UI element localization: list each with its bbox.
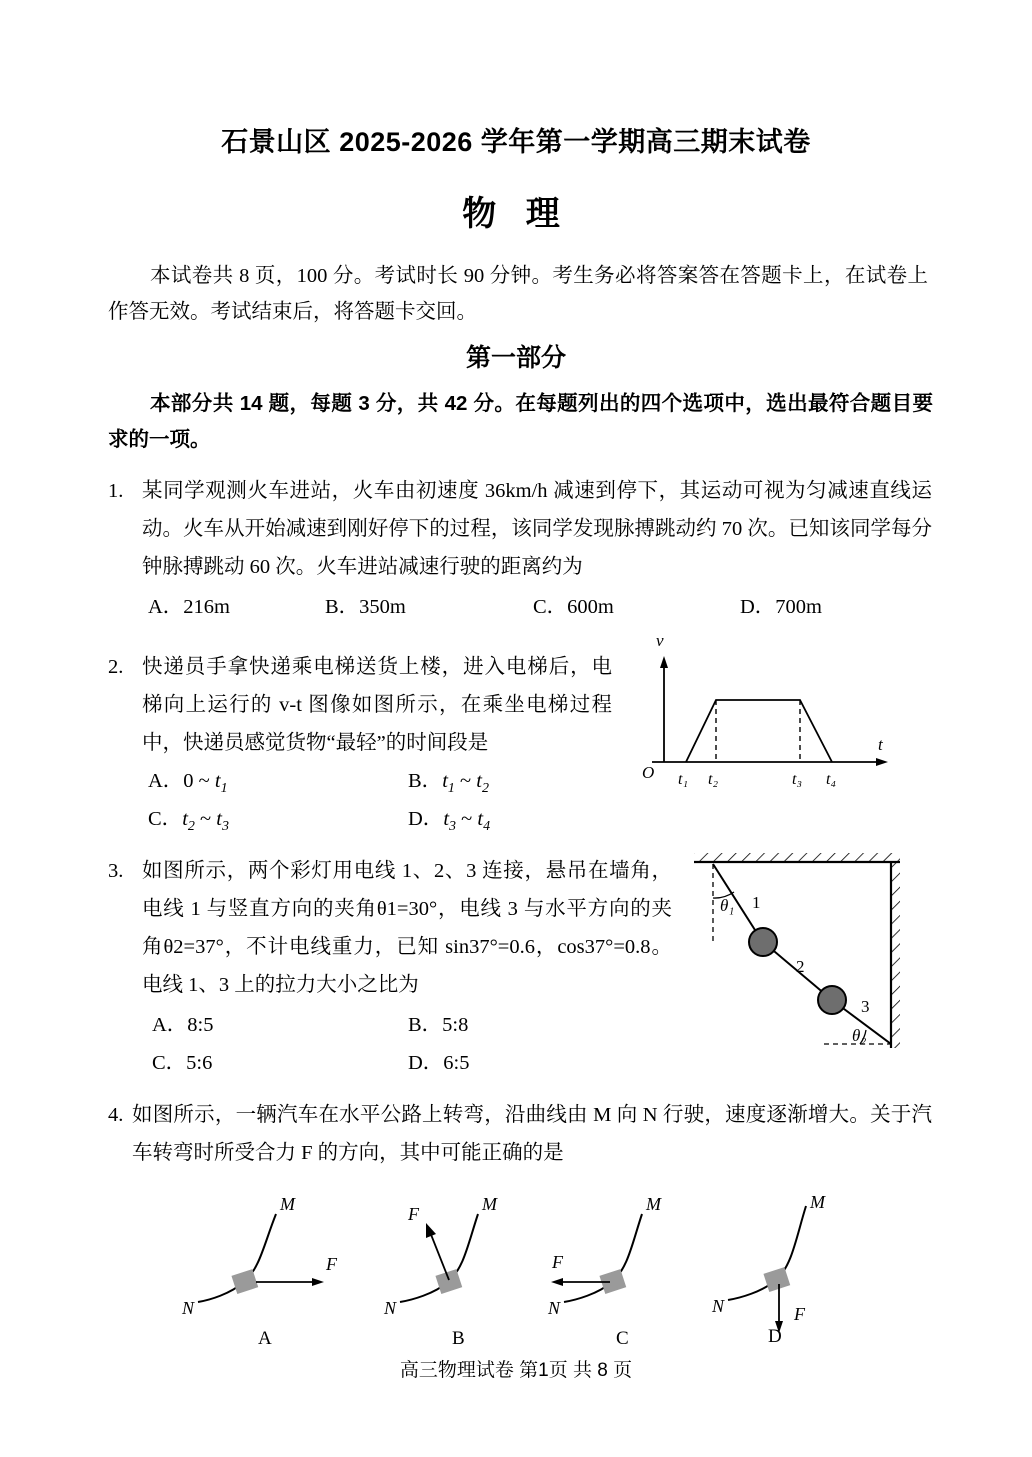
subject-title: 物 理	[462, 195, 570, 233]
lamp-upper	[749, 928, 777, 956]
angle-theta1-label: θ₁	[720, 896, 735, 915]
q2-option-b[interactable]: B．$t_1$ ~ $t_2$	[408, 770, 489, 797]
q4a-label-M: M	[280, 1196, 295, 1214]
q2-option-d[interactable]: D．$t_3$ ~ $t_4$	[408, 808, 491, 835]
q4-option-b-figure[interactable]	[378, 1196, 548, 1356]
vt-tick-t3: t₃	[792, 771, 803, 788]
vt-graph-figure	[628, 612, 908, 817]
wire-3-label: 3	[861, 997, 870, 1016]
q3-option-b[interactable]: B．5:8	[408, 1014, 469, 1036]
q4c-option-letter: C	[616, 1328, 629, 1349]
q4c-label-N: N	[548, 1298, 561, 1318]
question-2-text: 快递员手拿快递乘电梯送货上楼，进入电梯后，电梯向上运行的 v-t 图像如图所示，在乘坐电梯过程中，快递员感觉货物“最轻”的时间段是	[142, 656, 612, 754]
vt-origin-label: O	[642, 763, 655, 782]
exam-instructions: 本试卷共 8 页，100 分。考试时长 90 分钟。考生务必将答案答在答题卡上，在试卷上作答无效。考试结束后，将答题卡交回。	[108, 265, 928, 323]
q4d-label-F: F	[794, 1304, 805, 1324]
lamps-diagram-svg	[684, 848, 914, 1063]
car-marker-a	[231, 1269, 258, 1294]
vt-tick-t1: t₁	[678, 771, 689, 788]
part-one-heading: 第一部分	[465, 344, 566, 372]
vt-x-label: t	[878, 735, 883, 754]
q4b-option-letter: B	[452, 1328, 465, 1349]
q4b-label-N: N	[384, 1298, 397, 1318]
q2-option-c[interactable]: C．$t_2$ ~ $t_3$	[148, 808, 229, 835]
q4-option-d-svg[interactable]	[706, 1196, 886, 1351]
vt-tick-t4: t₄	[826, 771, 837, 788]
q4c-label-M: M	[646, 1196, 661, 1214]
question-1-number: 1.	[108, 480, 124, 502]
question-3-number: 3.	[108, 860, 124, 882]
q4-option-c-figure[interactable]	[542, 1196, 712, 1356]
q4b-label-F: F	[408, 1204, 419, 1224]
q4d-option-letter: D	[768, 1326, 782, 1347]
lamp-lower	[818, 986, 846, 1014]
question-4-text: 如图所示，一辆汽车在水平公路上转弯，沿曲线由 M 向 N 行驶，速度逐渐增大。关于汽车转弯时所受合力 F 的方向，其中可能正确的是	[132, 1104, 932, 1164]
page-footer: 高三物理试卷 第1页 共 8 页	[399, 1360, 633, 1381]
question-4-number: 4.	[108, 1104, 124, 1126]
q3-option-d[interactable]: D．6:5	[408, 1052, 470, 1074]
question-2-number: 2.	[108, 656, 124, 678]
question-3-text: 如图所示，两个彩灯用电线 1、2、3 连接，悬吊在墙角，电线 1 与竖直方向的夹角θ1=30°，电线 3 与水平方向的夹角θ2=37°，不计电线重力，已知 sin37°=0.6，cos37°=0.8。电线 1、3 上的拉力大小之比为	[142, 860, 672, 996]
q4a-label-N: N	[182, 1298, 195, 1318]
q4d-label-M: M	[810, 1196, 825, 1212]
q4-option-a-svg[interactable]	[176, 1196, 356, 1351]
vt-y-label: v	[656, 631, 664, 650]
q3-option-c[interactable]: C．5:6	[152, 1052, 213, 1074]
angle-theta2-label: θ₂	[852, 1026, 867, 1045]
part-one-instruction: 本部分共 14 题，每题 3 分，共 42 分。在每题列出的四个选项中，选出最符合题目要求的一项。	[108, 392, 933, 451]
page-title: 石景山区 2025-2026 学年第一学期高三期末试卷	[221, 127, 811, 157]
q3-option-a[interactable]: A．8:5	[152, 1014, 214, 1036]
q4-option-d-figure[interactable]	[706, 1196, 886, 1356]
q4d-label-N: N	[712, 1296, 725, 1316]
q1-option-b[interactable]: B．350m	[325, 596, 406, 618]
q1-option-d[interactable]: D．700m	[740, 596, 822, 618]
wire-1-label: 1	[752, 893, 761, 912]
q4-option-c-svg[interactable]	[542, 1196, 712, 1351]
wire-2-label: 2	[796, 957, 805, 976]
vt-tick-t2: t₂	[708, 771, 719, 788]
q4b-label-M: M	[482, 1196, 497, 1214]
q4a-label-F: F	[326, 1254, 337, 1274]
question-1-text: 某同学观测火车进站，火车由初速度 36km/h 减速到停下，其运动可视为匀减速直线运动。火车从开始减速到刚好停下的过程，该同学发现脉搏跳动约 70 次。已知该同学每分钟脉搏跳动 60 次。火车进站减速行驶的距离约为	[142, 480, 932, 578]
vt-graph-svg	[628, 612, 908, 812]
q4-option-a-figure[interactable]	[176, 1196, 356, 1356]
q4c-label-F: F	[552, 1252, 563, 1272]
q4-option-b-svg[interactable]	[378, 1196, 548, 1351]
q1-option-c[interactable]: C．600m	[533, 596, 614, 618]
car-marker-d	[763, 1267, 790, 1292]
car-marker-b	[435, 1269, 462, 1294]
lamps-diagram-figure	[684, 848, 914, 1068]
q2-option-a[interactable]: A．0 ~ $t_1$	[148, 770, 228, 797]
q4a-option-letter: A	[258, 1328, 272, 1349]
q1-option-a[interactable]: A．216m	[148, 596, 230, 618]
